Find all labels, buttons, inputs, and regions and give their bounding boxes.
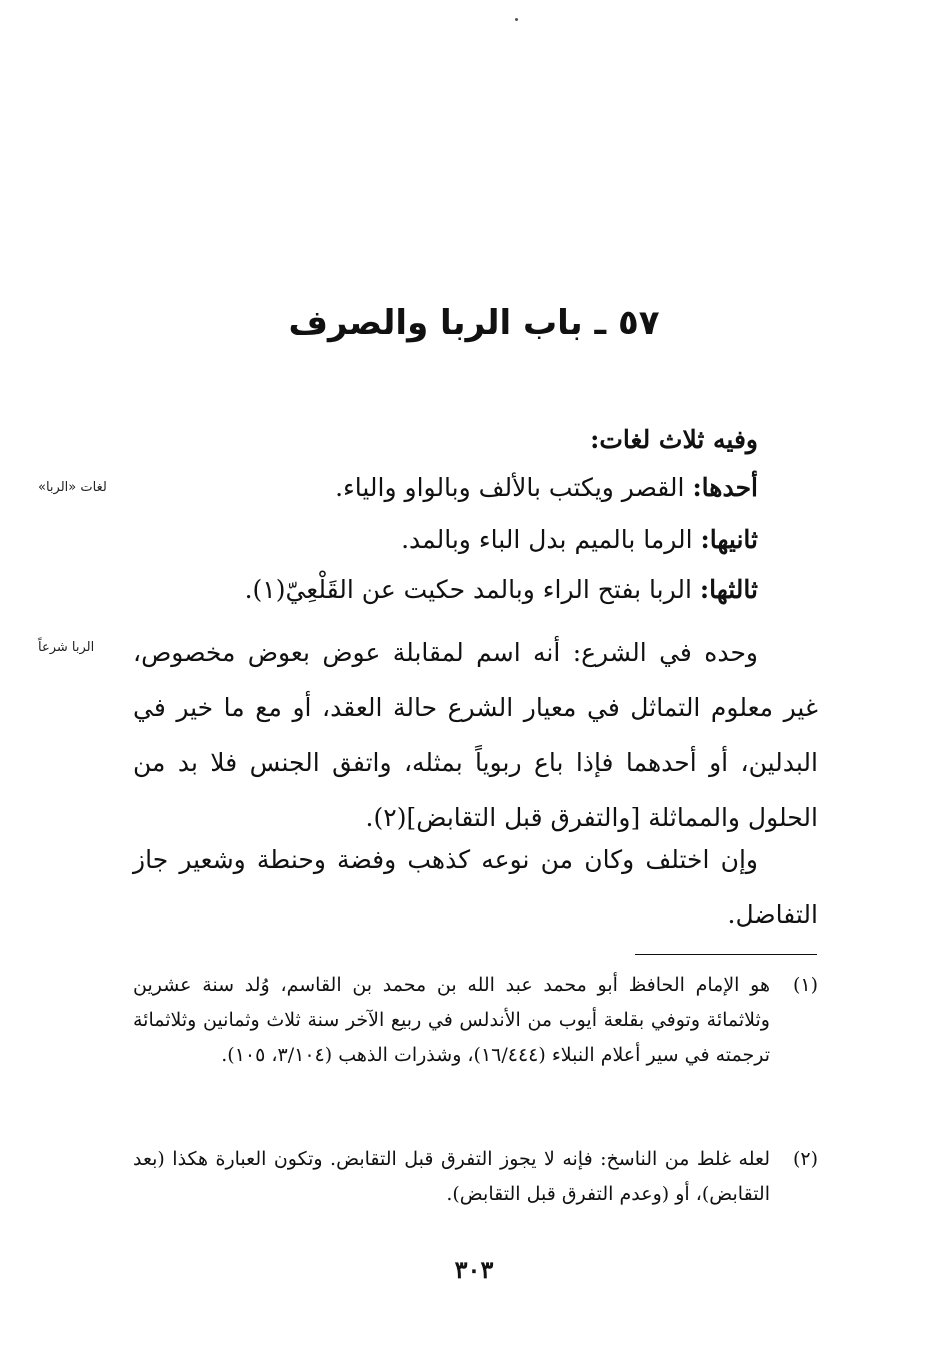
difference-paragraph — [133, 832, 818, 942]
first-form-label: أحدها: — [692, 473, 758, 502]
second-form-text: الرما بالميم بدل الباء وبالمد. — [401, 525, 701, 554]
footnote-2-number: (٢) — [792, 1148, 818, 1170]
footnote-2 — [133, 1142, 818, 1212]
footnote-separator — [635, 954, 817, 955]
margin-note-languages: لغات «الربا» — [38, 480, 107, 495]
intro-line — [590, 420, 758, 460]
chapter-title: ٥٧ ـ باب الربا والصرف — [288, 303, 660, 343]
intro-text: وفيه ثلاث لغات: — [590, 425, 758, 454]
first-form-text: القصر ويكتب بالألف وبالواو والياء. — [335, 473, 693, 502]
third-form-text: الربا بفتح الراء وبالمد حكيت عن القَلْعِيّ(١). — [244, 575, 700, 604]
footnote-1-text: هو الإمام الحافظ أبو محمد عبد الله بن محمد بن القاسم، وُلد سنة عشرين وثلاثمائة وتوفي بقلعة أيوب من الأندلس في ربيع الآخر سنة ثلاث وثمانين وثلاثمائة ترجمته في سير أعلام النبلاء (١٦/٤٤٤)، وشذرات الذهب (٣/١٠٤، ١٠٥). — [133, 974, 770, 1066]
second-form-label: ثانيها: — [700, 525, 758, 554]
definition-paragraph — [133, 625, 818, 845]
footnote-2-text: لعله غلط من الناسخ: فإنه لا يجوز التفرق قبل التقابض. وتكون العبارة هكذا (بعد التقابض)، أو (وعدم التفرق قبل التقابض). — [133, 1148, 770, 1205]
third-form-label: ثالثها: — [699, 575, 758, 604]
margin-note-definition: الربا شرعاً — [38, 640, 95, 655]
first-form-line — [335, 468, 758, 508]
difference-text: وإن اختلف وكان من نوعه كذهب وفضة وحنطة وشعير جاز التفاضل. — [133, 845, 818, 929]
footnote-1 — [133, 968, 818, 1073]
definition-text: وحده في الشرع: أنه اسم لمقابلة عوض بعوض مخصوص، غير معلوم التماثل في معيار الشرع حالة العقد، أو مع ما خير في البدلين، أو أحدهما فإذا باع ربوياً بمثله، واتفق الجنس فلا بد من الحلول والمماثلة [والتفرق قبل التقابض](٢). — [133, 638, 818, 832]
scan-mark — [515, 18, 518, 21]
second-form-line — [401, 520, 758, 560]
page-number: ٣٠٣ — [454, 1255, 494, 1284]
third-form-line — [245, 570, 758, 610]
footnote-1-number: (١) — [792, 974, 818, 996]
